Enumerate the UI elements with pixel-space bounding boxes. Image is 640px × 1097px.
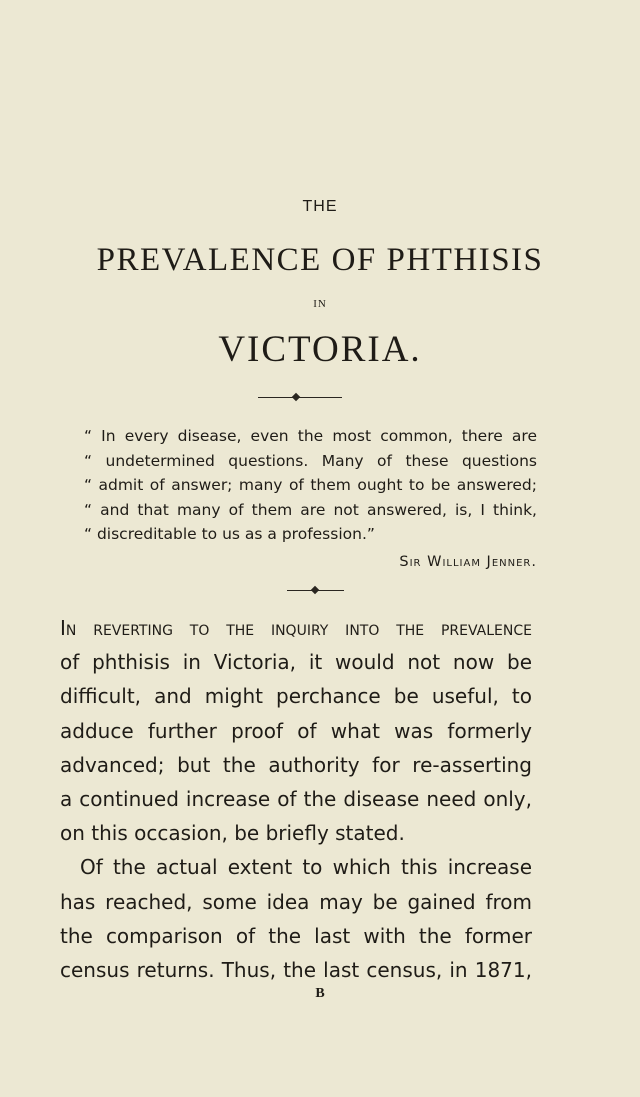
epigraph-line: “ undetermined questions. Many of these questions	[84, 451, 537, 470]
body-text	[60, 611, 532, 987]
epigraph-attribution	[0, 554, 537, 570]
title-line-2: VICTORIA.	[218, 329, 422, 370]
signature-mark: B	[315, 986, 325, 1001]
body-line: has reached, some idea may be gained from	[60, 889, 532, 914]
body-line: on this occasion, be briefly stated.	[60, 821, 405, 846]
heading-in: IN	[313, 298, 327, 310]
heading-the: THE	[302, 198, 338, 215]
body-line: Of the actual extent to which this increase	[80, 855, 532, 880]
epigraph	[84, 424, 537, 547]
body-line: advanced; but the authority for re-asserting	[60, 752, 532, 777]
body-line: census returns. Thus, the last census, in 1871,	[60, 957, 532, 982]
body-line: the comparison of the last with the former	[60, 923, 532, 948]
epigraph-line: “ In every disease, even the most common, there are	[84, 427, 537, 445]
body-line: of phthisis in Victoria, it would not now be	[60, 650, 532, 675]
epigraph-line: “ and that many of them are not answered, is, I think,	[84, 500, 537, 519]
body-line: difficult, and might perchance be useful, to	[60, 684, 532, 709]
attribution-text: Sir William Jenner.	[399, 554, 537, 570]
epigraph-line: “ discreditable to us as a profession.”	[84, 525, 375, 544]
body-line: In reverting to the inquiry into the prevalence	[60, 616, 532, 640]
epigraph-line: “ admit of answer; many of them ought to be answered;	[84, 476, 537, 495]
body-line: adduce further proof of what was formerly	[60, 718, 532, 743]
body-line: a continued increase of the disease need only,	[60, 786, 532, 811]
title-line-1: PREVALENCE OF PHTHISIS	[96, 242, 544, 278]
